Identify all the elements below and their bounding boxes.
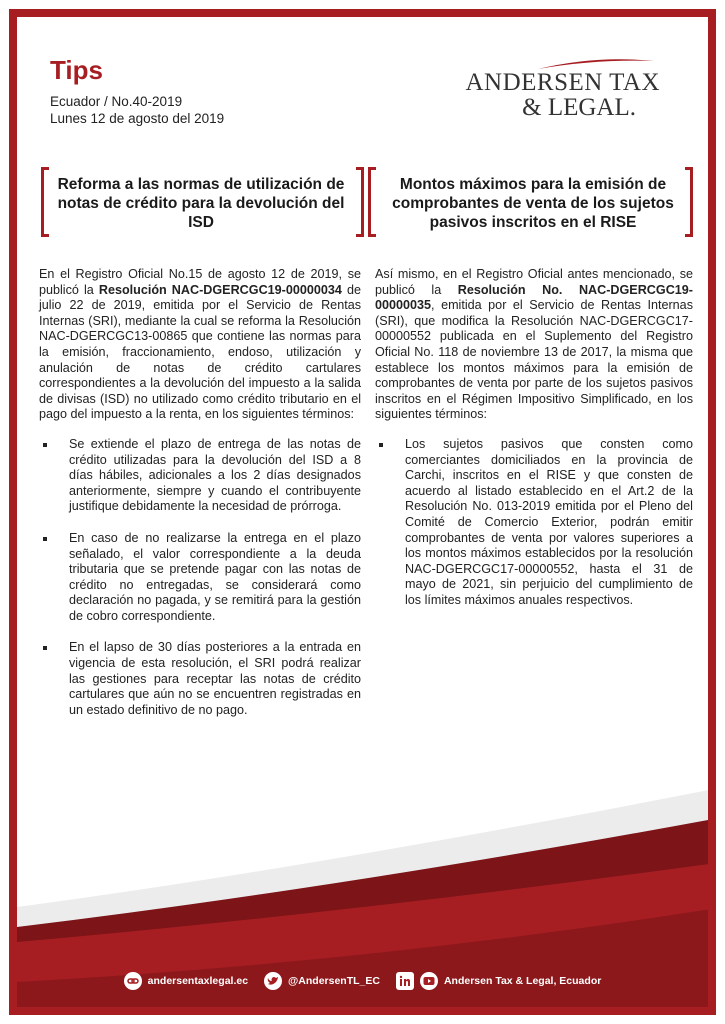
- twitter-handle: @AndersenTL_EC: [288, 975, 380, 987]
- list-item: En caso de no realizarse la entrega en el plazo señalado, el valor correspondiente a la deuda tributaria que se pretende pagar con las notas de crédito no entregadas, se considerará como declaración no pagada, y se remitirá para la gestión de cobro correspondiente.: [39, 531, 361, 625]
- issue-number: Ecuador / No.40-2019: [50, 94, 183, 109]
- youtube-icon: [420, 972, 438, 990]
- footer-social-bar: [17, 965, 708, 997]
- heading-bracket-right: [356, 167, 364, 237]
- social-link[interactable]: [396, 972, 601, 990]
- social-name: Andersen Tax & Legal, Ecuador: [443, 975, 602, 987]
- list-item: Los sujetos pasivos que consten como comerciantes domiciliados en la provincia de Carchi, inscritos en el RISE y que consten de acuerdo al listado establecido en el Art.2 de la Resolución No. 013-2019 emitida por el Pleno del Comité de Comercio Exterior, podrán emitir comprobantes de venta por valores superiores a los montos máximos establecidos por la resolución NAC-DGERCGC17-00000552, hasta el 31 de mayo de 2021, sin perjuicio del cumplimiento de los límites máximos anuales respectivos.: [375, 437, 693, 609]
- left-intro-paragraph: En el Registro Oficial No.15 de agosto 12 de 2019, se publicó la Resolución NAC-DGERCGC19-00000034 de julio 22 de 2019, emitida por el Servicio de Rentas Internas (SRI), mediante la cual se reforma la Resolución NAC-DGERCGC13-00865 que contiene las normas para la emisión, fraccionamiento, endoso, utilización y anulación de notas de crédito cartulares correspondientes a la devolución del impuesto a la salida de divisas (ISD) no utilizado como crédito tributario en el pago del impuesto a la renta, en los siguientes términos:: [39, 267, 361, 422]
- page-frame: [9, 9, 716, 1015]
- left-section-heading: Reforma a las normas de utilización de notas de crédito para la devolución del ISD: [57, 175, 345, 231]
- twitter-link[interactable]: [264, 972, 380, 990]
- right-section-heading-box: [377, 169, 689, 237]
- left-column: [39, 267, 361, 734]
- heading-bracket-left: [41, 167, 49, 237]
- heading-bracket-left: [368, 167, 376, 237]
- linkedin-icon: [396, 972, 414, 990]
- publication-date: Lunes 12 de agosto del 2019: [50, 111, 225, 126]
- website-link[interactable]: [124, 972, 248, 990]
- right-intro-paragraph: Así mismo, en el Registro Oficial antes mencionado, se publicó la Resolución No. NAC-DGERCGC19-00000035, emitida por el Servicio de Rentas Internas (SRI), que modifica la Resolución NAC-DGERCGC17-00000552 publicada en el Suplemento del Registro Oficial No. 118 de noviembre 13 de 2017, la misma que establece los montos máximos para la emisión de comprobantes de venta por parte de los sujetos pasivos inscritos en el Régimen Impositivo Simplificado, en los siguientes términos:: [375, 267, 693, 422]
- heading-bracket-right: [685, 167, 693, 237]
- list-item: En el lapso de 30 días posteriores a la entrada en vigencia de esta resolución, el SRI podrá realizar las gestiones para receptar las notas de crédito cartulares que aún no se encuentren registradas en un estado definitivo de no pago.: [39, 640, 361, 718]
- twitter-icon: [264, 972, 282, 990]
- right-bullet-list: [375, 437, 693, 609]
- page-title: Tips: [50, 55, 103, 85]
- left-bullet-list: [39, 437, 361, 719]
- right-section-heading: Montos máximos para la emisión de comprobantes de venta de los sujetos pasivos inscritos en el RISE: [392, 175, 674, 231]
- logo-text-line2: & LEGAL.: [522, 94, 636, 121]
- list-item: Se extiende el plazo de entrega de las notas de crédito utilizadas para la devolución del ISD a 8 días hábiles, adicionales a los 2 días designados anteriormente, siempre y cuando el contribuyente justifique debidamente la necesidad de prórroga.: [39, 437, 361, 515]
- logo-text-line1: ANDERSEN TAX: [465, 69, 660, 96]
- left-section-heading-box: [51, 169, 351, 237]
- website-text: andersentaxlegal.ec: [147, 975, 249, 987]
- link-icon: [124, 972, 142, 990]
- right-column: [375, 267, 693, 624]
